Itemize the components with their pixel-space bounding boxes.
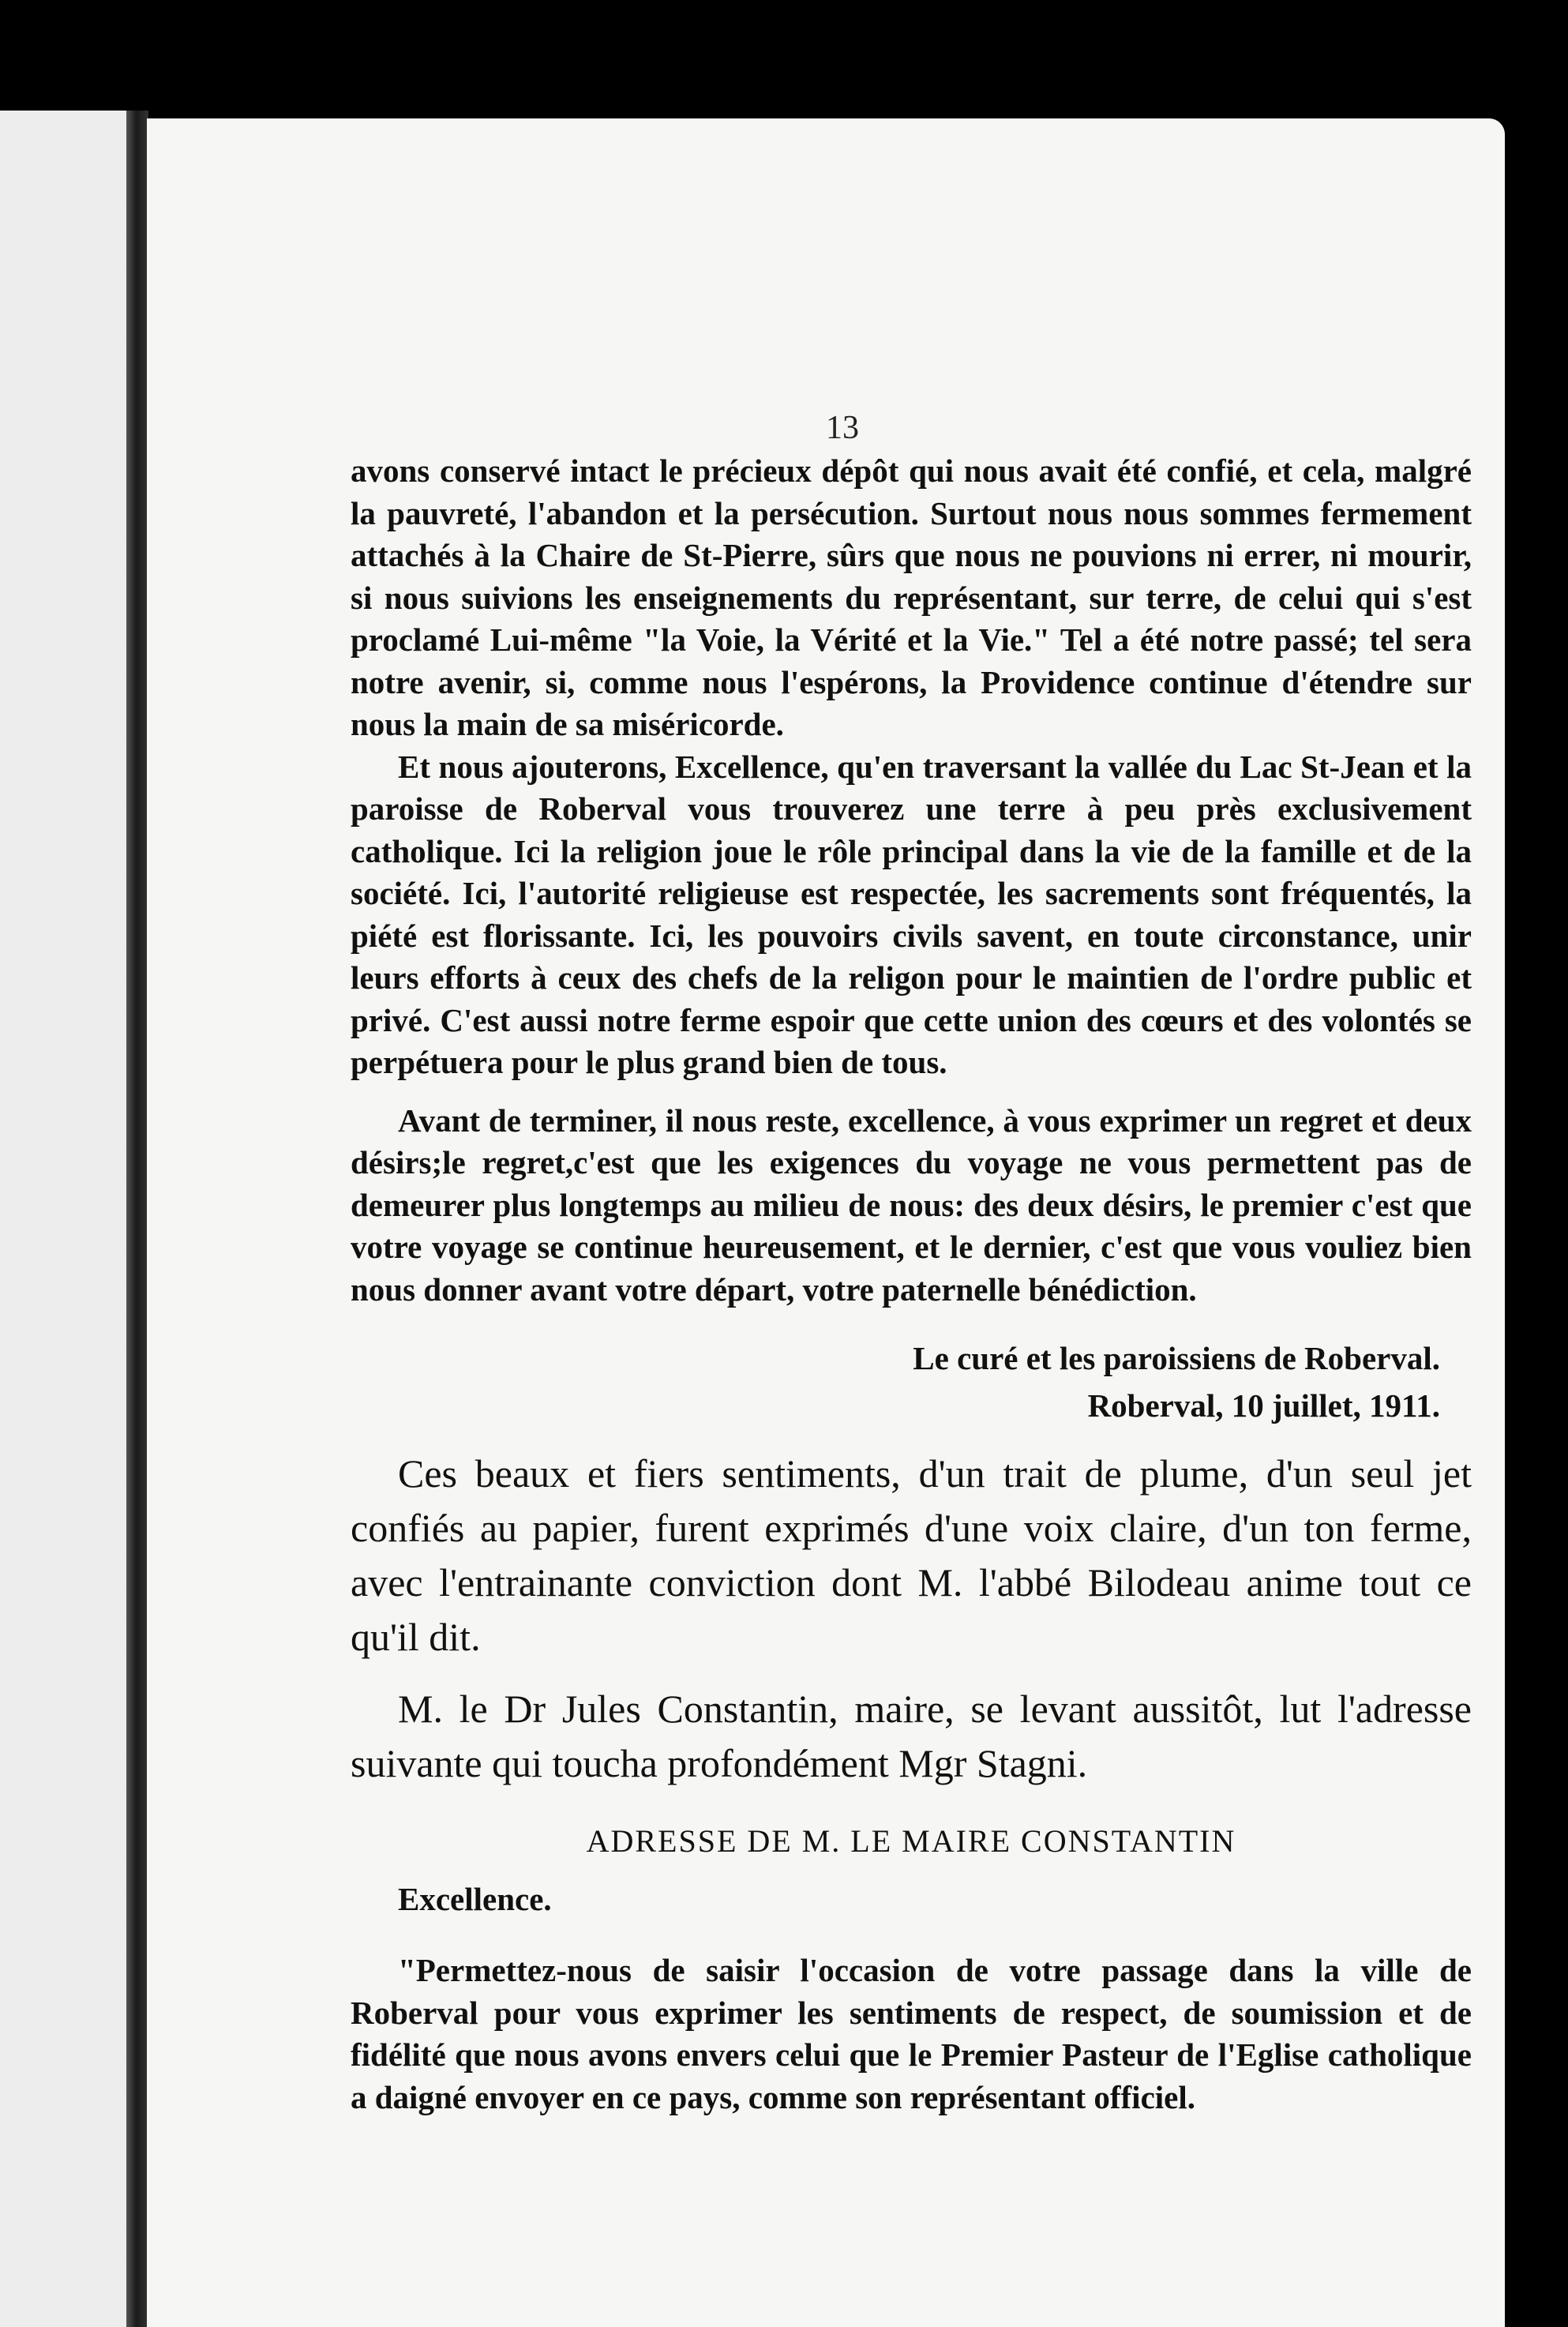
paragraph-continuation: avons conservé intact le précieux dépôt qui nous avait été confié, et cela, malgré la pauvreté, l'abandon et la persécution. Surtout nous nous sommes fermement attachés à la Chaire de St-Pierre, sûrs que nous ne pouvions ni errer, ni mourir, si nous suivions les enseignements du représentant, sur terre, de celui qui s'est proclamé Lui-même "la Voie, la Vérité et la Vie." Tel a été notre passé; tel sera notre avenir, si, comme nous l'espérons, la Providence continue d'étendre sur nous la main de sa miséricorde. [351,452,1472,742]
paragraph-narration-2: M. le Dr Jules Constantin, maire, se levant aussitôt, lut l'adresse suivante qui toucha profondément Mgr Stagni. [351,1687,1472,1785]
signature-date: Roberval, 10 juillet, 1911. [1087,1387,1440,1424]
facing-page-edge [0,111,133,2327]
paragraph-address-opening: "Permettez-nous de saisir l'occasion de votre passage dans la ville de Roberval pour vous exprimer les sentiments de respect, de soumission et de fidélité que nous avons envers celui que le Premier Pasteur de l'Eglise catholique a daigné envoyer en ce pays, comme son représentant officiel. [351,1952,1472,2115]
paragraph-roberval: Et nous ajouterons, Excellence, qu'en traversant la vallée du Lac St-Jean et la paroisse de Roberval vous trouverez une terre à peu près exclusivement catholique. Ici la religion joue le rôle principal dans la vie de la famille et de la société. Ici, l'autorité religieuse est respectée, les sacrements sont fréquentés, la piété est florissante. Ici, les pouvoirs civils savent, en toute circonstance, unir leurs efforts à ceux des chefs de la religon pour le maintien de l'ordre public et privé. C'est aussi notre ferme espoir que cette union des cœurs et des volontés se perpétuera pour le plus grand bien de tous. [351,748,1472,1080]
book-gutter [126,111,148,2327]
signature-block [351,1334,1440,1429]
salutation: Excellence. [398,1881,552,1917]
page-number: 13 [826,410,859,446]
page-text [351,450,1472,2119]
paragraph-narration-1: Ces beaux et fiers sentiments, d'un trait de plume, d'un seul jet confiés au papier, furent exprimés d'une voix claire, d'un ton ferme, avec l'entrainante conviction dont M. l'abbé Bilodeau anime tout ce qu'il dit. [351,1451,1472,1659]
paragraph-closing-wishes: Avant de terminer, il nous reste, excellence, à vous exprimer un regret et deux désirs;le regret,c'est que les exigences du voyage ne vous permettent pas de demeurer plus longtemps au milieu de nous: des deux désirs, le premier c'est que votre voyage se continue heureusement, et le dernier, c'est que vous vouliez bien nous donner avant votre départ, votre paternelle bénédiction. [351,1102,1472,1308]
book-page [147,118,1505,2327]
signature-authors: Le curé et les paroissiens de Roberval. [913,1340,1440,1376]
section-heading: ADRESSE DE M. LE MAIRE CONSTANTIN [586,1823,1236,1859]
